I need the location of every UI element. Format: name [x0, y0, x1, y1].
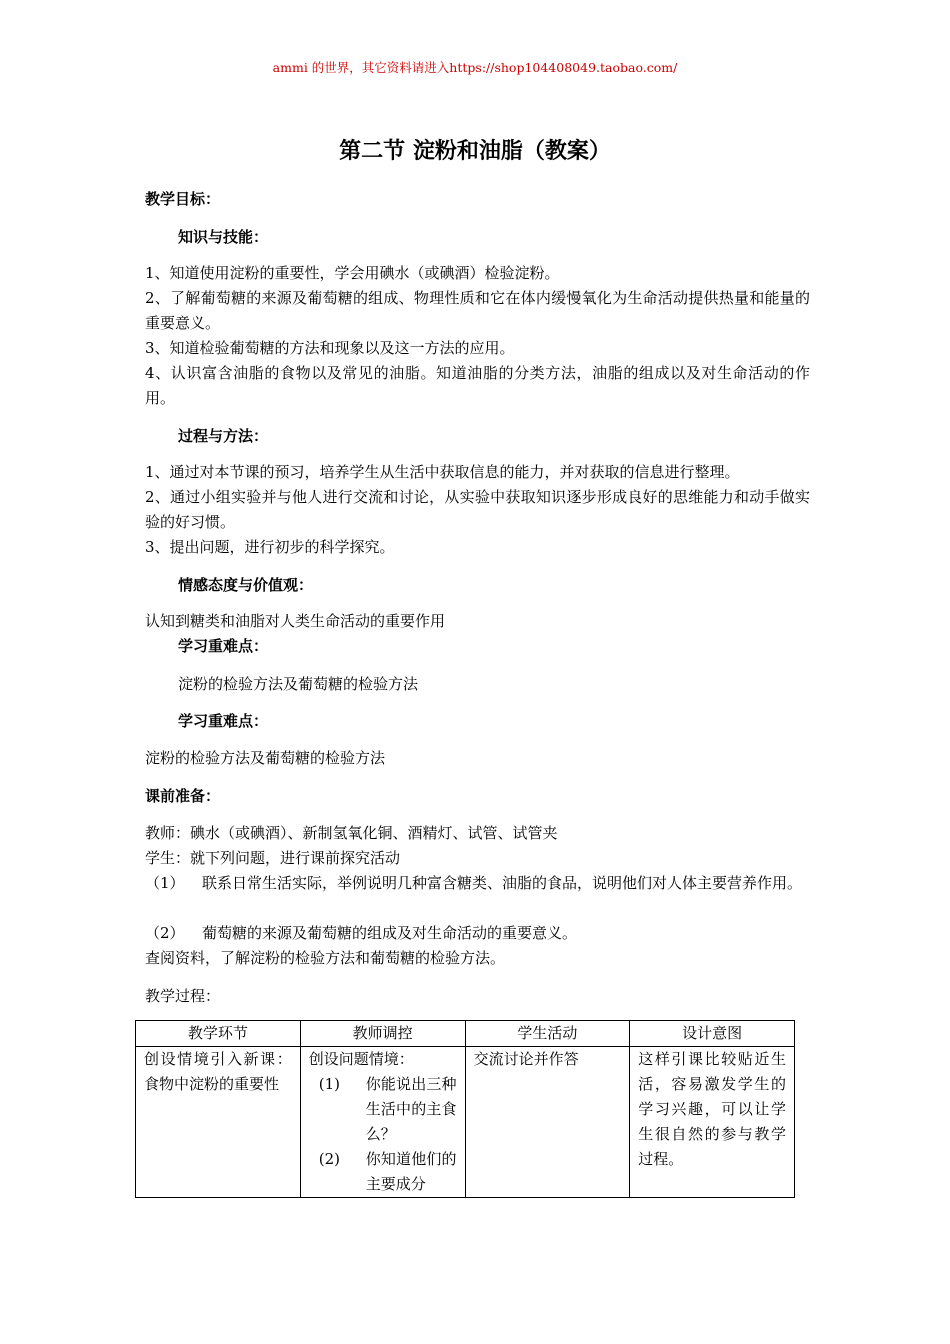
prep-item-number: （2） [145, 924, 185, 942]
column-header: 学生活动 [465, 1021, 630, 1047]
prep-student: 学生：就下列问题，进行课前探究活动 [145, 849, 401, 867]
teacher-item-number: (2) [318, 1150, 340, 1168]
table-row [136, 1047, 795, 1198]
process-item: 1、通过对本节课的预习，培养学生从生活中获取信息的能力，并对获取的信息进行整理。 [145, 463, 740, 481]
teacher-item-number: (1) [318, 1075, 340, 1093]
column-header: 教学环节 [136, 1021, 301, 1047]
process-list [145, 460, 810, 560]
prep-heading: 课前准备： [145, 787, 221, 805]
prep-item-number: （1） [145, 874, 185, 892]
teacher-cell [300, 1047, 465, 1198]
table-header-row [136, 1021, 795, 1047]
column-header: 教师调控 [300, 1021, 465, 1047]
teacher-item [309, 1072, 457, 1147]
attitude-heading: 情感态度与价值观： [178, 576, 314, 594]
attitude-text: 认知到糖类和油脂对人类生命活动的重要作用 [145, 612, 446, 630]
teacher-item-text: 你知道他们的主要成分 [365, 1150, 457, 1193]
student-cell: 交流讨论并作答 [465, 1047, 630, 1198]
prep-lookup: 查阅资料，了解淀粉的检验方法和葡萄糖的检验方法。 [145, 949, 506, 967]
prep-item [145, 921, 810, 946]
process-item: 3、提出问题，进行初步的科学探究。 [145, 538, 395, 556]
teacher-lead: 创设问题情境： [308, 1050, 414, 1068]
teacher-item-text: 你能说出三种生活中的主食么？ [365, 1075, 457, 1143]
process-heading: 过程与方法： [178, 427, 269, 445]
process-item: 2、通过小组实验并与他人进行交流和讨论，从实验中获取知识逐步形成良好的思维能力和动手做实验的好习惯。 [145, 488, 810, 531]
column-header: 设计意图 [630, 1021, 795, 1047]
knowledge-item: 1、知道使用淀粉的重要性，学会用碘水（或碘酒）检验淀粉。 [145, 264, 560, 282]
process-label: 教学过程： [145, 987, 221, 1005]
goals-heading: 教学目标： [145, 190, 221, 208]
knowledge-list [145, 261, 810, 411]
prep-item [145, 871, 810, 921]
knowledge-item: 2、了解葡萄糖的来源及葡萄糖的组成、物理性质和它在体内缓慢氧化为生命活动提供热量和能量的重要意义。 [145, 289, 810, 332]
prep-item-text: 葡萄糖的来源及葡萄糖的组成及对生命活动的重要意义。 [202, 924, 578, 942]
knowledge-item: 3、知道检验葡萄糖的方法和现象以及这一方法的应用。 [145, 339, 515, 357]
prep-teacher: 教师：碘水（或碘酒）、新制氢氧化铜、酒精灯、试管、试管夹 [145, 824, 558, 842]
stage-cell: 创设情境引入新课：食物中淀粉的重要性 [136, 1047, 301, 1198]
prep-item-text: 联系日常生活实际，举例说明几种富含糖类、油脂的食品，说明他们对人体主要营养作用。 [202, 874, 803, 892]
intent-cell: 这样引课比较贴近生活，容易激发学生的学习兴趣，可以让学生很自然的参与教学过程。 [630, 1047, 795, 1198]
difficulty-text-2: 淀粉的检验方法及葡萄糖的检验方法 [145, 749, 386, 767]
difficulty-heading-1: 学习重难点： [178, 637, 269, 655]
lesson-table [135, 1020, 795, 1198]
difficulty-heading-2: 学习重难点： [178, 712, 269, 730]
knowledge-heading: 知识与技能： [178, 228, 269, 246]
teacher-item [309, 1147, 457, 1197]
page-title: 第二节 淀粉和油脂（教案） [339, 139, 611, 164]
page-header-link[interactable]: ammi 的世界，其它资料请进入https://shop104408049.taobao.com/ [272, 60, 678, 75]
knowledge-item: 4、认识富含油脂的食物以及常见的油脂。知道油脂的分类方法，油脂的组成以及对生命活动的作用。 [145, 364, 810, 407]
difficulty-text-1: 淀粉的检验方法及葡萄糖的检验方法 [178, 675, 419, 693]
